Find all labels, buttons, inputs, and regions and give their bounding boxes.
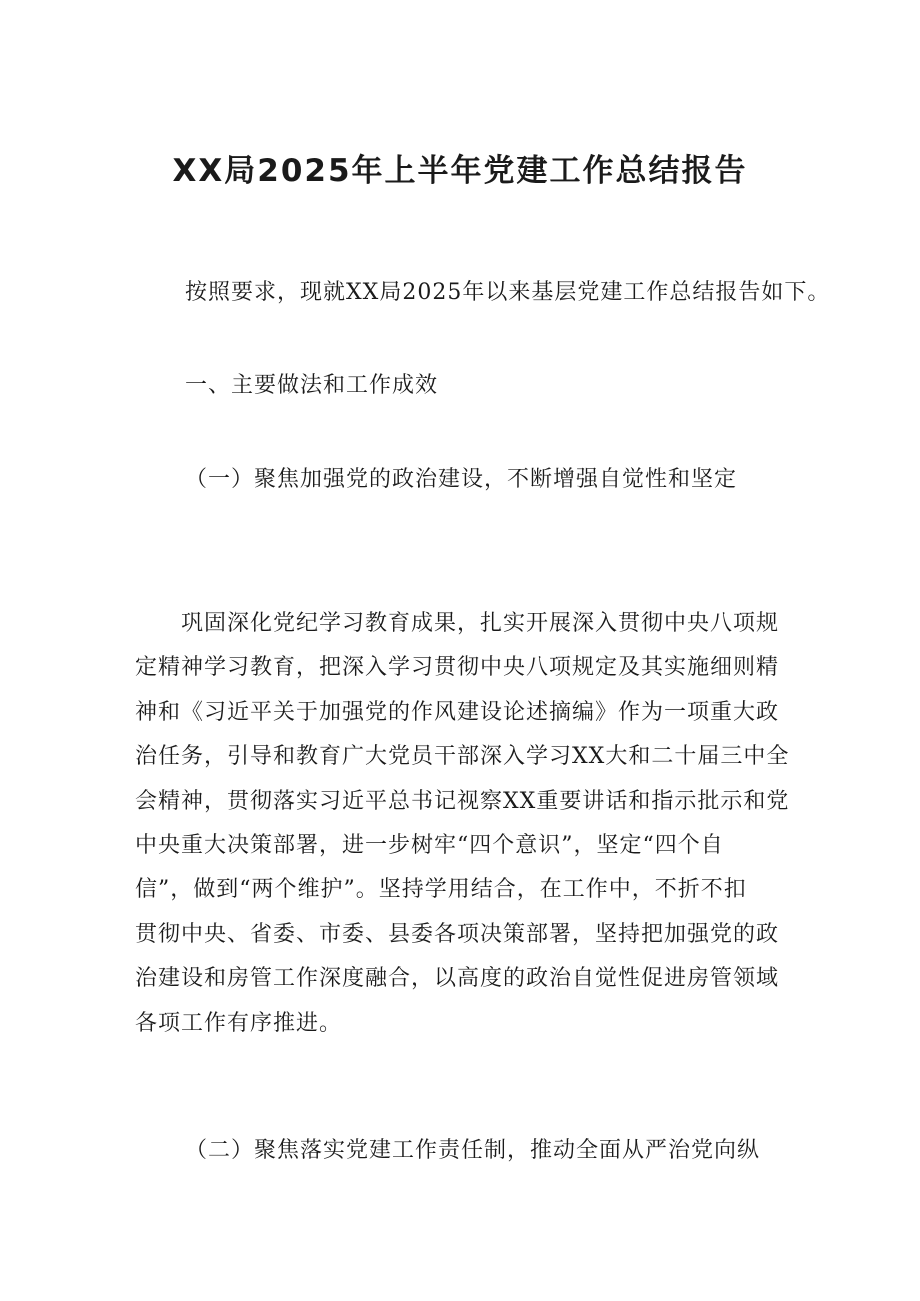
intro-paragraph: 按照要求，现就XX局2025年以来基层党建工作总结报告如下。 [185, 280, 831, 305]
subsection-heading-2: （二）聚焦落实党建工作责任制，推动全面从严治党向纵 [185, 1138, 761, 1163]
paragraph-line: 贯彻中央、省委、市委、县委各项决策部署，坚持把加强党的政 [135, 921, 780, 947]
paragraph-line: 信”，做到“两个维护”。坚持学用结合，在工作中，不折不扣 [135, 877, 747, 903]
paragraph-line: 治建设和房管工作深度融合，以高度的政治自觉性促进房管领域 [135, 966, 780, 992]
paragraph-line: 神和《习近平关于加强党的作风建设论述摘编》作为一项重大政 [135, 699, 780, 725]
section-heading-1: 一、主要做法和工作成效 [185, 373, 439, 398]
body-paragraph-1 [135, 602, 790, 1046]
paragraph-line: 各项工作有序推进。 [135, 1010, 343, 1036]
paragraph-line: 中央重大决策部署，进一步树牢“四个意识”，坚定“四个自 [135, 833, 724, 859]
document-title: XX局2025年上半年党建工作总结报告 [172, 153, 748, 189]
paragraph-line: 会精神，贯彻落实习近平总书记视察XX重要讲话和指示批示和党 [135, 788, 790, 814]
paragraph-line: 巩固深化党纪学习教育成果，扎实开展深入贯彻中央八项规 [135, 611, 780, 636]
paragraph-line: 治任务，引导和教育广大党员干部深入学习XX大和二十届三中全 [135, 744, 790, 770]
paragraph-line: 定精神学习教育，把深入学习贯彻中央八项规定及其实施细则精 [135, 655, 780, 681]
subsection-heading-1: （一）聚焦加强党的政治建设，不断增强自觉性和坚定 [185, 467, 738, 492]
